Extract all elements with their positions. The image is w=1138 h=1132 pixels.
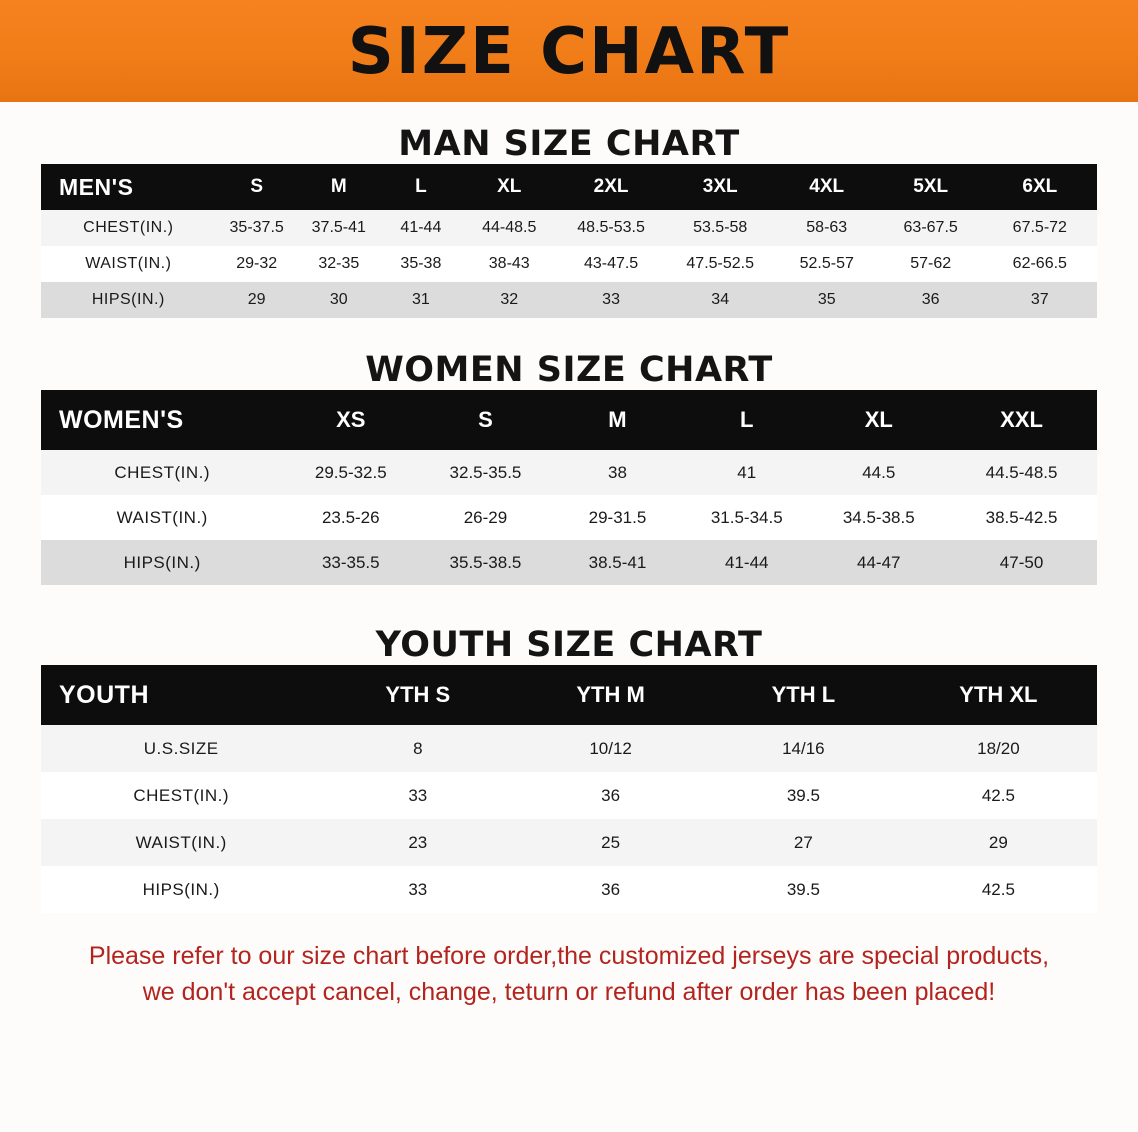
policy-note: [39, 939, 1099, 1010]
table-cell: 44.5: [811, 450, 946, 495]
table-cell: 30: [298, 282, 380, 318]
table-cell: 33-35.5: [283, 540, 418, 585]
youth-section-heading: YOUTH SIZE CHART: [375, 625, 763, 665]
table-cell: 33: [321, 866, 514, 913]
row-label: CHEST(IN.): [41, 210, 216, 246]
table-cell: 36: [514, 866, 707, 913]
man-table-wrapper: [41, 164, 1097, 318]
table-cell: 39.5: [707, 866, 900, 913]
table-cell: 29.5-32.5: [283, 450, 418, 495]
women-header-cell: S: [478, 407, 493, 432]
table-cell: 18/20: [900, 725, 1097, 772]
table-cell: 38-43: [462, 246, 557, 282]
table-row: [41, 450, 1097, 495]
table-cell: 44-48.5: [462, 210, 557, 246]
youth-header-cell: YTH L: [771, 682, 836, 707]
table-cell: 27: [707, 819, 900, 866]
table-cell: 33: [321, 772, 514, 819]
row-label: HIPS(IN.): [41, 282, 216, 318]
table-cell: 41: [682, 450, 811, 495]
policy-note-line-1: Please refer to our size chart before order,the customized jerseys are special products,: [88, 942, 1050, 970]
banner: [0, 0, 1138, 102]
table-cell: 41-44: [380, 210, 462, 246]
table-cell: 14/16: [707, 725, 900, 772]
women-header-cell: XS: [336, 407, 366, 432]
table-cell: 37.5-41: [298, 210, 380, 246]
youth-header-cell: YTH XL: [959, 682, 1038, 707]
man-size-table: [41, 164, 1097, 318]
row-label: WAIST(IN.): [41, 246, 216, 282]
table-row: [41, 725, 1097, 772]
row-label: U.S.SIZE: [41, 725, 321, 772]
table-cell: 8: [321, 725, 514, 772]
table-cell: 36: [879, 282, 983, 318]
man-section-heading: MAN SIZE CHART: [398, 124, 740, 164]
women-section-heading: WOMEN SIZE CHART: [365, 350, 773, 390]
table-cell: 33: [557, 282, 666, 318]
table-row: [41, 866, 1097, 913]
table-row: [41, 540, 1097, 585]
man-header-row: [41, 164, 1097, 210]
women-header-cell: M: [608, 407, 627, 432]
table-cell: 32.5-35.5: [418, 450, 553, 495]
table-cell: 23: [321, 819, 514, 866]
women-header-cell: XL: [864, 407, 893, 432]
table-row: [41, 210, 1097, 246]
table-row: [41, 495, 1097, 540]
row-label: WAIST(IN.): [41, 495, 283, 540]
youth-header-cell: YOUTH: [59, 680, 149, 709]
man-header-cell: S: [250, 176, 263, 197]
table-row: [41, 772, 1097, 819]
youth-table-wrapper: [41, 665, 1097, 913]
man-header-cell: 2XL: [593, 176, 629, 197]
table-cell: 32: [462, 282, 557, 318]
banner-title: SIZE CHART: [347, 15, 791, 89]
man-header-cell: XL: [497, 176, 522, 197]
table-cell: 63-67.5: [879, 210, 983, 246]
youth-size-table: [41, 665, 1097, 913]
table-cell: 44-47: [811, 540, 946, 585]
youth-header-cell: YTH S: [385, 682, 451, 707]
table-cell: 29: [900, 819, 1097, 866]
table-cell: 44.5-48.5: [946, 450, 1097, 495]
table-cell: 35: [775, 282, 879, 318]
row-label: CHEST(IN.): [41, 450, 283, 495]
table-cell: 31.5-34.5: [682, 495, 811, 540]
table-row: [41, 282, 1097, 318]
table-cell: 37: [983, 282, 1097, 318]
man-header-cell: 3XL: [702, 176, 738, 197]
table-cell: 41-44: [682, 540, 811, 585]
table-cell: 43-47.5: [557, 246, 666, 282]
youth-header-cell: YTH M: [576, 682, 645, 707]
table-cell: 42.5: [900, 772, 1097, 819]
table-cell: 38: [553, 450, 682, 495]
women-size-table: [41, 390, 1097, 585]
youth-header-row: [41, 665, 1097, 725]
row-label: HIPS(IN.): [41, 866, 321, 913]
women-header-row: [41, 390, 1097, 450]
women-header-cell: XXL: [1000, 407, 1043, 432]
table-cell: 23.5-26: [283, 495, 418, 540]
table-cell: 53.5-58: [666, 210, 775, 246]
table-cell: 48.5-53.5: [557, 210, 666, 246]
man-header-cell: 5XL: [913, 176, 949, 197]
women-header-cell: L: [740, 407, 754, 432]
table-cell: 47-50: [946, 540, 1097, 585]
table-cell: 35-37.5: [216, 210, 298, 246]
table-cell: 29-31.5: [553, 495, 682, 540]
table-cell: 29-32: [216, 246, 298, 282]
women-header-cell: WOMEN'S: [59, 405, 184, 434]
table-cell: 34.5-38.5: [811, 495, 946, 540]
table-row: [41, 246, 1097, 282]
table-cell: 25: [514, 819, 707, 866]
man-header-cell: MEN'S: [59, 173, 134, 200]
table-cell: 34: [666, 282, 775, 318]
man-header-cell: 6XL: [1022, 176, 1058, 197]
row-label: HIPS(IN.): [41, 540, 283, 585]
man-header-cell: M: [330, 176, 347, 197]
table-cell: 35.5-38.5: [418, 540, 553, 585]
row-label: WAIST(IN.): [41, 819, 321, 866]
man-header-cell: L: [415, 176, 427, 197]
table-cell: 42.5: [900, 866, 1097, 913]
table-cell: 31: [380, 282, 462, 318]
table-cell: 35-38: [380, 246, 462, 282]
table-cell: 10/12: [514, 725, 707, 772]
table-cell: 52.5-57: [775, 246, 879, 282]
policy-note-line-2: we don't accept cancel, change, teturn or refund after order has been placed!: [142, 977, 996, 1006]
women-table-wrapper: [41, 390, 1097, 585]
table-row: [41, 819, 1097, 866]
man-header-cell: 4XL: [809, 176, 845, 197]
table-cell: 67.5-72: [983, 210, 1097, 246]
table-cell: 36: [514, 772, 707, 819]
table-cell: 62-66.5: [983, 246, 1097, 282]
row-label: CHEST(IN.): [41, 772, 321, 819]
table-cell: 26-29: [418, 495, 553, 540]
table-cell: 38.5-41: [553, 540, 682, 585]
table-cell: 29: [216, 282, 298, 318]
table-cell: 39.5: [707, 772, 900, 819]
table-cell: 58-63: [775, 210, 879, 246]
table-cell: 57-62: [879, 246, 983, 282]
table-cell: 47.5-52.5: [666, 246, 775, 282]
table-cell: 32-35: [298, 246, 380, 282]
table-cell: 38.5-42.5: [946, 495, 1097, 540]
